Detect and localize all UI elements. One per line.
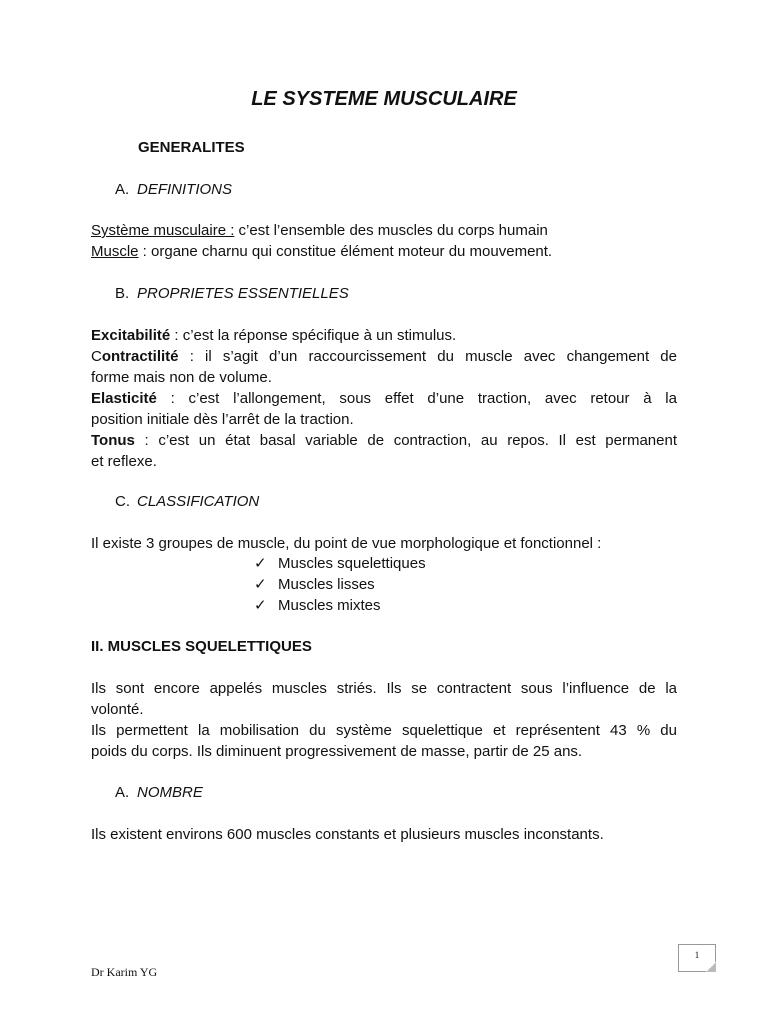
section-b-letter: B. — [115, 285, 130, 302]
property-term: ontractilité — [101, 348, 179, 365]
nombre-text: Ils existent environs 600 muscles constants et plusieurs muscles inconstants. — [91, 826, 604, 843]
section-ii-a-title: NOMBRE — [137, 784, 203, 801]
checkmark-icon: ✓ — [254, 554, 267, 572]
checklist-label: Muscles lisses — [278, 576, 375, 593]
property-term-initial: C — [91, 348, 102, 365]
section-a-title: DEFINITIONS — [137, 181, 233, 198]
section-b-title: PROPRIETES ESSENTIELLES — [137, 285, 349, 302]
property-term: Elasticité — [91, 390, 157, 407]
definition-text: c’est l’ensemble des muscles du corps humain — [234, 222, 548, 239]
checklist-label: Muscles mixtes — [278, 597, 381, 614]
property-contractilite-cont: forme mais non de volume. — [91, 369, 272, 386]
property-text: : c’est la réponse spécifique à un stimulus. — [170, 327, 457, 344]
section-ii-a-heading — [115, 782, 203, 803]
checklist-item — [254, 595, 381, 616]
definition-muscle — [91, 241, 677, 262]
property-contractilite — [91, 346, 677, 367]
footer-author: Dr Karim YG — [91, 965, 158, 979]
section-a-heading — [115, 179, 232, 200]
muscles-squelettiques-p2: Ils permettent la mobilisation du système squelettique et représentent 43 % du — [91, 722, 677, 739]
definition-term: Système musculaire : — [91, 222, 235, 239]
page-number-box — [678, 944, 716, 972]
muscles-squelettiques-p1: Ils sont encore appelés muscles striés. Ils se contractent sous l’influence de la — [91, 680, 677, 697]
page-number: 1 — [694, 950, 700, 960]
checklist-item — [254, 553, 426, 574]
section-b-heading — [115, 283, 349, 304]
property-text: : c’est un état basal variable de contraction, au repos. Il est permanent — [134, 432, 677, 449]
section-c-heading — [115, 491, 259, 512]
section-c-letter: C. — [115, 493, 130, 510]
checkmark-icon: ✓ — [254, 575, 267, 593]
muscles-squelettiques-p1-cont: volonté. — [91, 701, 144, 718]
page-title: LE SYSTEME MUSCULAIRE — [251, 88, 517, 110]
muscles-squelettiques-p2-cont: poids du corps. Ils diminuent progressivement de masse, partir de 25 ans. — [91, 743, 583, 760]
checklist-label: Muscles squelettiques — [278, 555, 426, 572]
property-term: Tonus — [91, 432, 135, 449]
definition-text: : organe charnu qui constitue élément moteur du mouvement. — [138, 243, 553, 260]
property-text: : c’est l’allongement, sous effet d’une traction, avec retour à la — [156, 390, 677, 407]
definition-term: Muscle — [91, 243, 139, 260]
page-curl-icon — [706, 962, 716, 972]
section-ii-a-letter: A. — [115, 784, 130, 801]
property-term: Excitabilité — [91, 327, 171, 344]
property-text: : il s’agit d’un raccourcissement du muscle avec changement de — [178, 348, 677, 365]
checklist-item — [254, 574, 375, 595]
property-elasticite — [91, 388, 677, 409]
property-tonus — [91, 430, 677, 451]
definition-systeme — [91, 220, 677, 241]
section-a-letter: A. — [115, 181, 130, 198]
checkmark-icon: ✓ — [254, 596, 267, 614]
property-excitabilite — [91, 325, 677, 346]
generalites-heading: GENERALITES — [138, 139, 245, 156]
classification-intro: Il existe 3 groupes de muscle, du point de vue morphologique et fonctionnel : — [91, 535, 602, 552]
section-c-title: CLASSIFICATION — [137, 493, 260, 510]
section-ii-heading: II. MUSCLES SQUELETTIQUES — [91, 638, 312, 655]
property-tonus-cont: et reflexe. — [91, 453, 157, 470]
property-elasticite-cont: position initiale dès l’arrêt de la traction. — [91, 411, 354, 428]
